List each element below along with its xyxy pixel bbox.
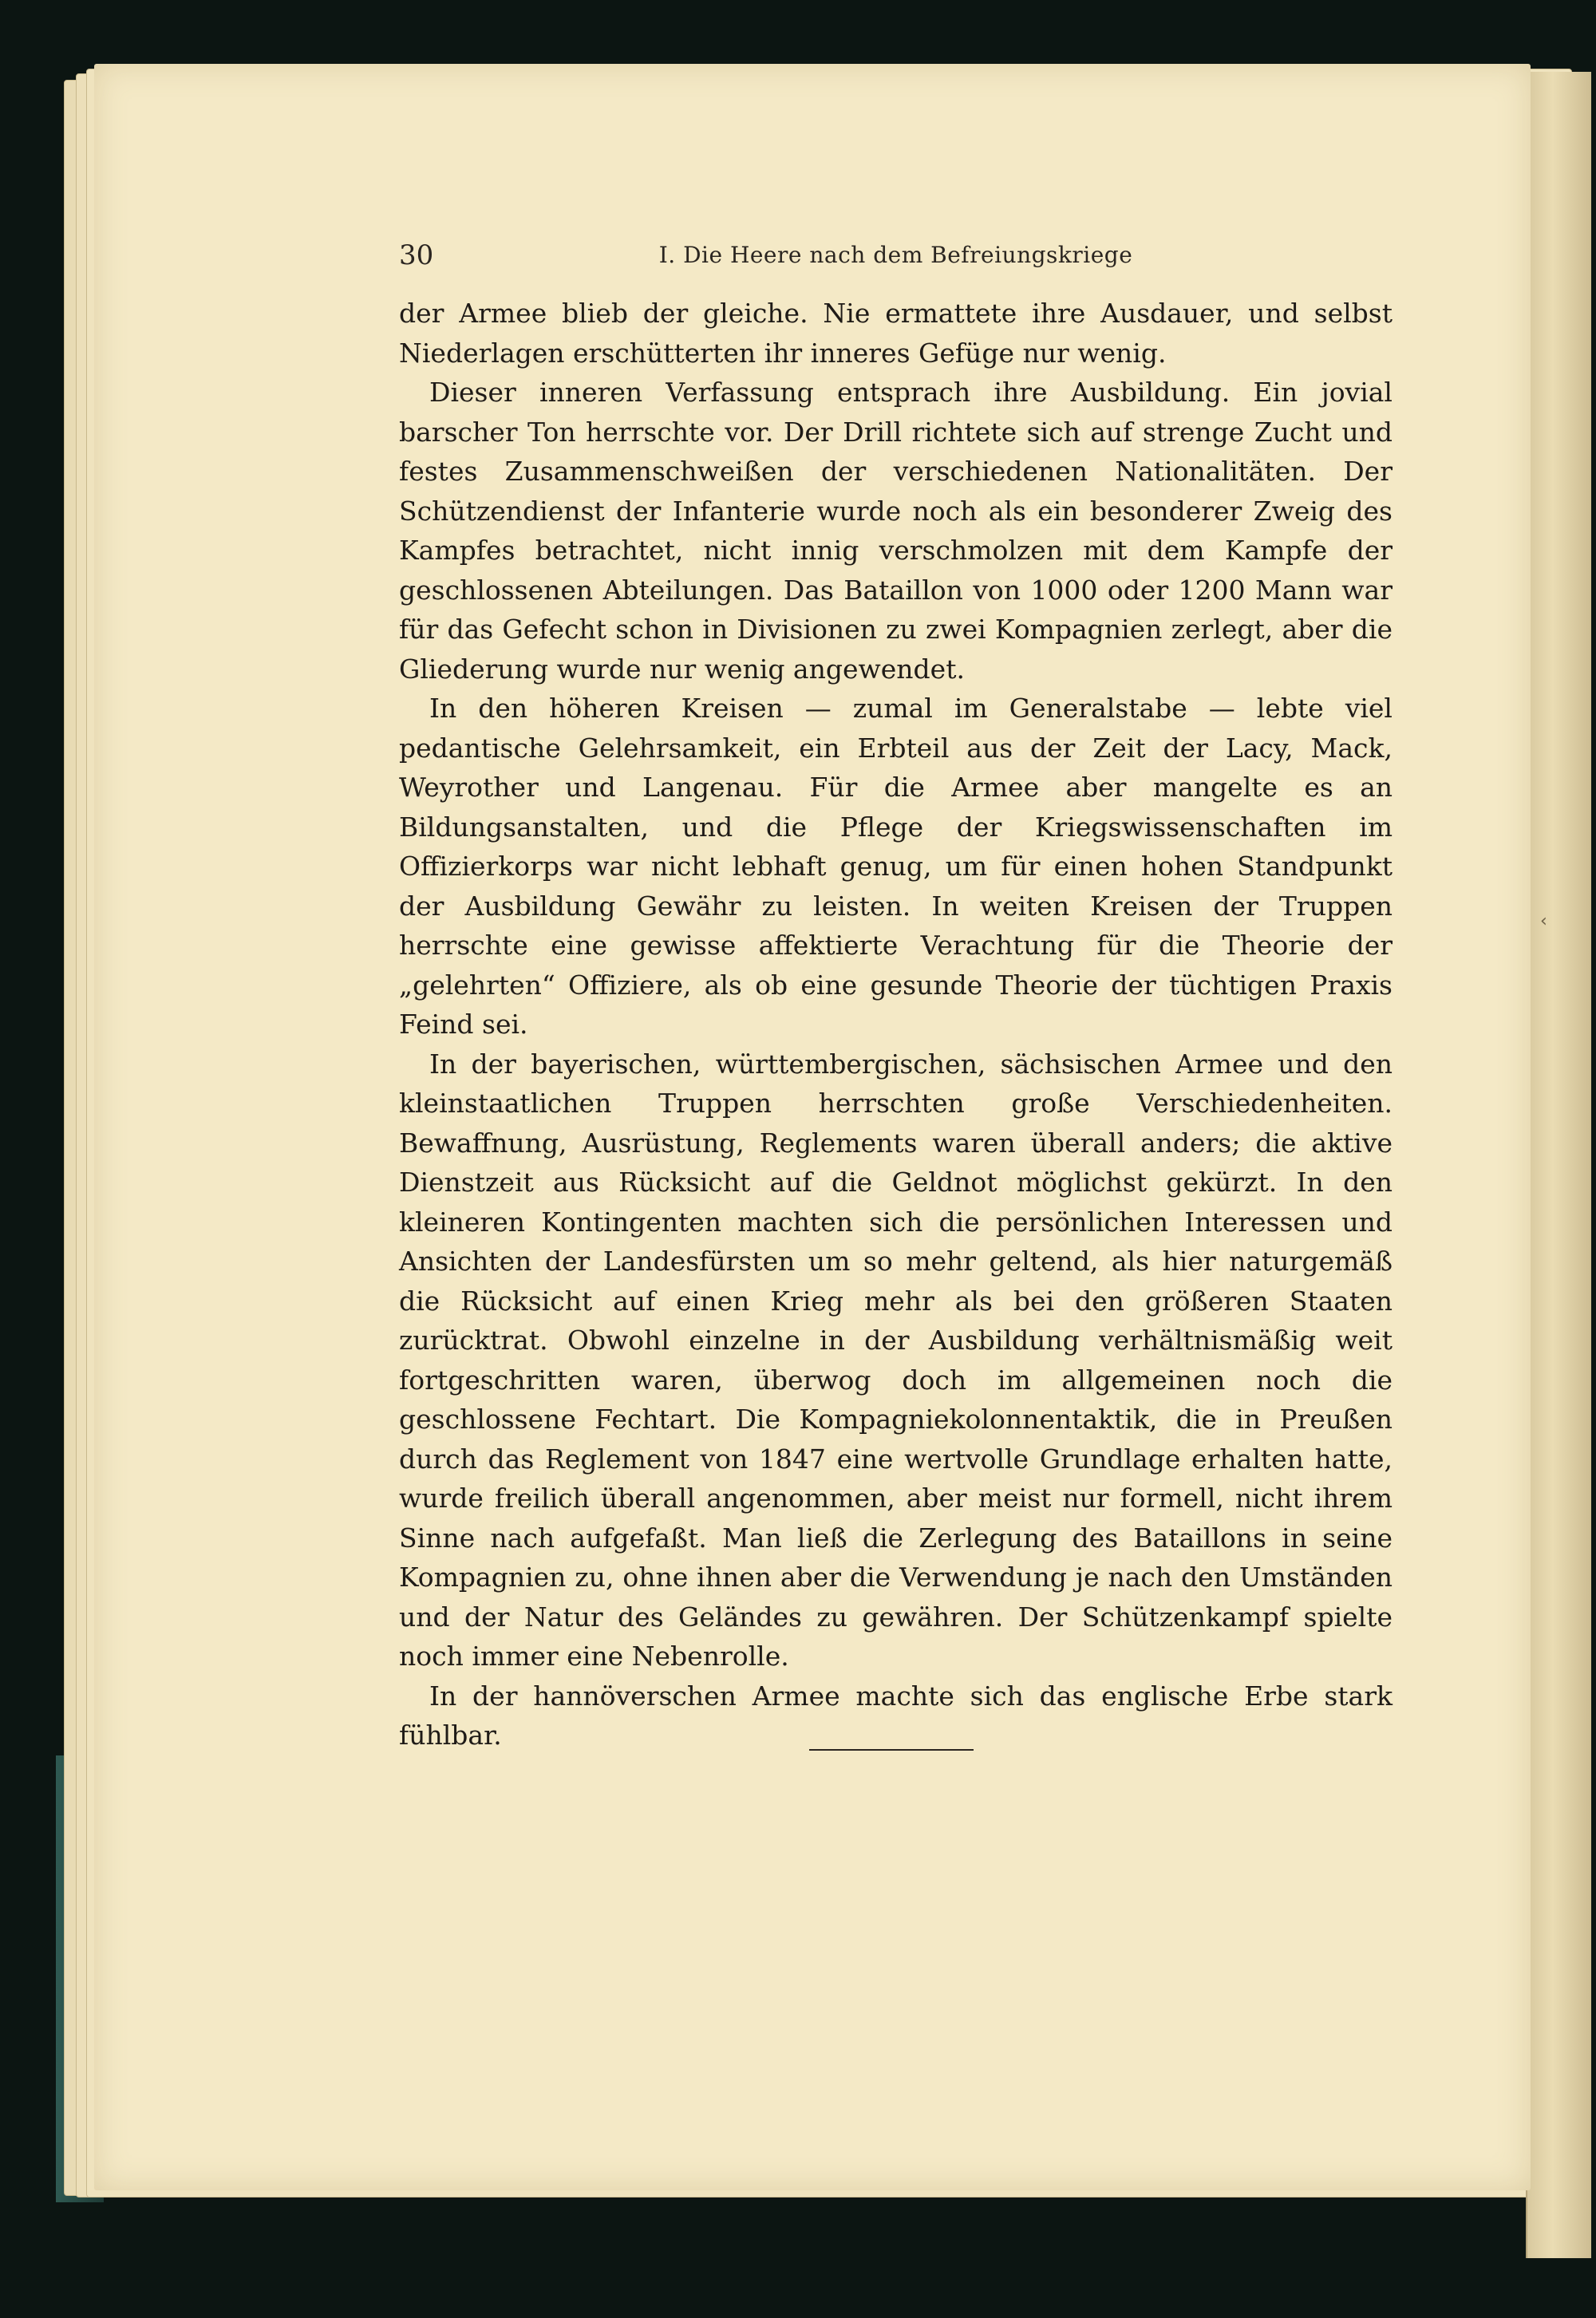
- paragraph: der Armee blieb der gleiche. Nie ermattete ihre Ausdauer, und selbst Niederlagen erschütterten ihr inneres Gefüge nur wenig.: [399, 298, 1393, 369]
- paragraph: In der bayerischen, württembergischen, sächsischen Armee und den kleinstaatlichen Truppen herrschten große Verschiedenheiten. Bewaffnung, Ausrüstung, Reglements waren überall anders; die aktive Dienstzeit aus Rücksicht auf die Geldnot möglichst gekürzt. In den kleineren Kontingenten machten sich die persönlichen Interessen und Ansichten der Landesfürsten um so mehr geltend, als hier naturgemäß die Rücksicht auf einen Krieg mehr als bei den größeren Staaten zurücktrat. Obwohl einzelne in der Ausbildung verhältnismäßig weit fortgeschritten waren, überwog doch im allgemeinen noch die geschlossene Fechtart. Die Kompagniekolonnentaktik, die in Preußen durch das Reglement von 1847 eine wertvolle Grundlage erhalten hatte, wurde freilich überall angenommen, aber meist nur formell, nicht ihrem Sinne nach aufgefaßt. Man ließ die Zerlegung des Bataillons in seine Kompagnien zu, ohne ihnen aber die Verwendung je nach den Umständen und der Natur des Geländes zu gewähren. Der Schützenkampf spielte noch immer eine Nebenrolle.: [399, 1048, 1393, 1672]
- page-number: 30: [399, 239, 434, 271]
- paragraph: Dieser inneren Verfassung entsprach ihre Ausbildung. Ein jovial barscher Ton herrschte vor. Der Drill richtete sich auf strenge Zucht und festes Zusammenschweißen der verschiedenen Nationalitäten. Der Schützendienst der Infanterie wurde noch als ein besonderer Zweig des Kampfes betrachtet, nicht innig verschmolzen mit dem Kampfe der geschlossenen Abteilungen. Das Bataillon von 1000 oder 1200 Mann war für das Gefecht schon in Divisionen zu zwei Kompagnien zerlegt, aber die Gliederung wurde nur wenig angewendet.: [399, 377, 1393, 685]
- running-title: I. Die Heere nach dem Befreiungskriege: [658, 242, 1133, 268]
- section-end-rule: [809, 1749, 974, 1751]
- margin-mark: ‹: [1540, 911, 1547, 931]
- paragraph: In den höheren Kreisen — zumal im Generalstabe — lebte viel pedantische Gelehrsamkeit, ein Erbteil aus der Zeit der Lacy, Mack, Weyrother und Langenau. Für die Armee aber mangelte es an Bildungsanstalten, und die Pflege der Kriegswissenschaften im Offizierkorps war nicht lebhaft genug, um für einen hohen Standpunkt der Ausbildung Gewähr zu leisten. In weiten Kreisen der Truppen herrschte eine gewisse affektierte Verachtung für die Theorie der „gelehrten“ Offiziere, als ob eine gesunde Theorie der tüchtigen Praxis Feind sei.: [399, 693, 1393, 1040]
- body-text: [399, 294, 1393, 1755]
- page-header: [399, 238, 1393, 273]
- paragraph: In der hannöverschen Armee machte sich das englische Erbe stark fühlbar.: [399, 1680, 1393, 1751]
- facing-page-edge: [1526, 72, 1591, 2258]
